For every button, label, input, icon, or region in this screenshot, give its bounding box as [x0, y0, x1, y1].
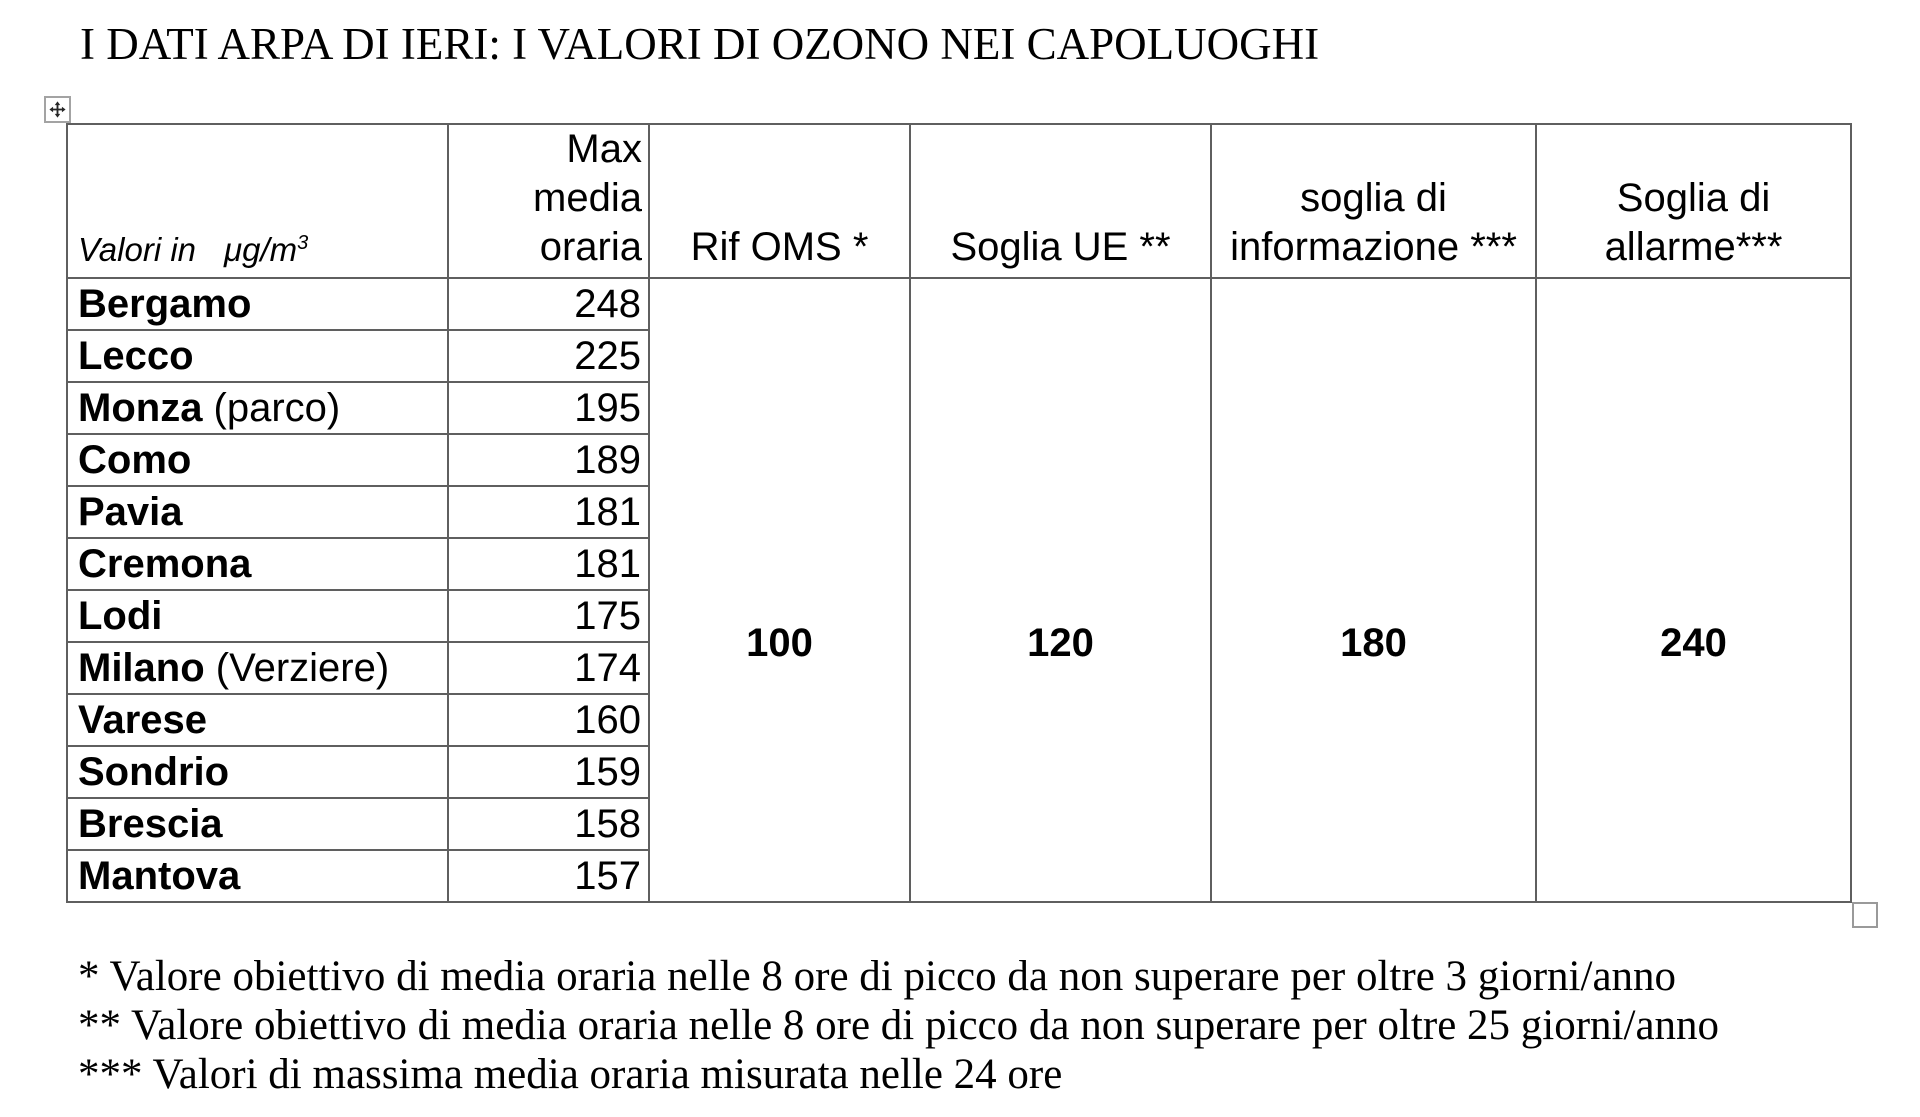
value-cell: 181	[448, 538, 649, 590]
value-cell: 160	[448, 694, 649, 746]
table-resize-handle[interactable]	[1852, 902, 1878, 928]
threshold-ue-cell: 120	[910, 278, 1211, 902]
value-cell: 175	[448, 590, 649, 642]
footnotes	[78, 952, 1719, 1099]
unit-label: μg/m	[224, 231, 298, 268]
city-cell: Mantova	[67, 850, 448, 902]
value-cell: 159	[448, 746, 649, 798]
city-cell: Varese	[67, 694, 448, 746]
footnote-ue: ** Valore obiettivo di media oraria nelle 8 ore di picco da non superare per oltre 25 giorni/anno	[78, 1002, 1720, 1049]
city-cell: Monza (parco)	[67, 382, 448, 434]
footnote-oms: * Valore obiettivo di media oraria nelle 8 ore di picco da non superare per oltre 3 giorni/anno	[78, 953, 1677, 1000]
city-cell: Lecco	[67, 330, 448, 382]
threshold-allarme-cell: 240	[1536, 278, 1851, 902]
threshold-oms-cell: 100	[649, 278, 910, 902]
move-arrows-icon	[49, 101, 66, 118]
col-header-soglia-allarme: Soglia di allarme***	[1536, 124, 1851, 278]
col-header-soglia-informazione: soglia di informazione ***	[1211, 124, 1536, 278]
value-cell: 248	[448, 278, 649, 330]
value-cell: 157	[448, 850, 649, 902]
value-cell: 181	[448, 486, 649, 538]
city-cell: Pavia	[67, 486, 448, 538]
page-title: I DATI ARPA DI IERI: I VALORI DI OZONO NEI CAPOLUOGHI	[80, 19, 1320, 69]
value-cell: 189	[448, 434, 649, 486]
city-cell: Como	[67, 434, 448, 486]
valori-label: Valori in	[78, 231, 196, 268]
header-row	[67, 124, 1851, 278]
col-header-valori	[67, 124, 448, 278]
city-cell: Cremona	[67, 538, 448, 590]
col-header-soglia-ue: Soglia UE **	[910, 124, 1211, 278]
city-cell: Sondrio	[67, 746, 448, 798]
value-cell: 225	[448, 330, 649, 382]
unit-exponent: 3	[297, 232, 309, 254]
city-cell: Bergamo	[67, 278, 448, 330]
table-row	[67, 278, 1851, 330]
col-header-max-media-oraria: Max media oraria	[448, 124, 649, 278]
value-cell: 174	[448, 642, 649, 694]
col-header-rif-oms: Rif OMS *	[649, 124, 910, 278]
ozone-values-table	[66, 123, 1852, 903]
table-move-handle[interactable]	[44, 96, 71, 123]
value-cell: 158	[448, 798, 649, 850]
city-cell: Milano (Verziere)	[67, 642, 448, 694]
value-cell: 195	[448, 382, 649, 434]
city-cell: Brescia	[67, 798, 448, 850]
threshold-informazione-cell: 180	[1211, 278, 1536, 902]
footnote-soglie: *** Valori di massima media oraria misurata nelle 24 ore	[78, 1051, 1063, 1098]
city-cell: Lodi	[67, 590, 448, 642]
